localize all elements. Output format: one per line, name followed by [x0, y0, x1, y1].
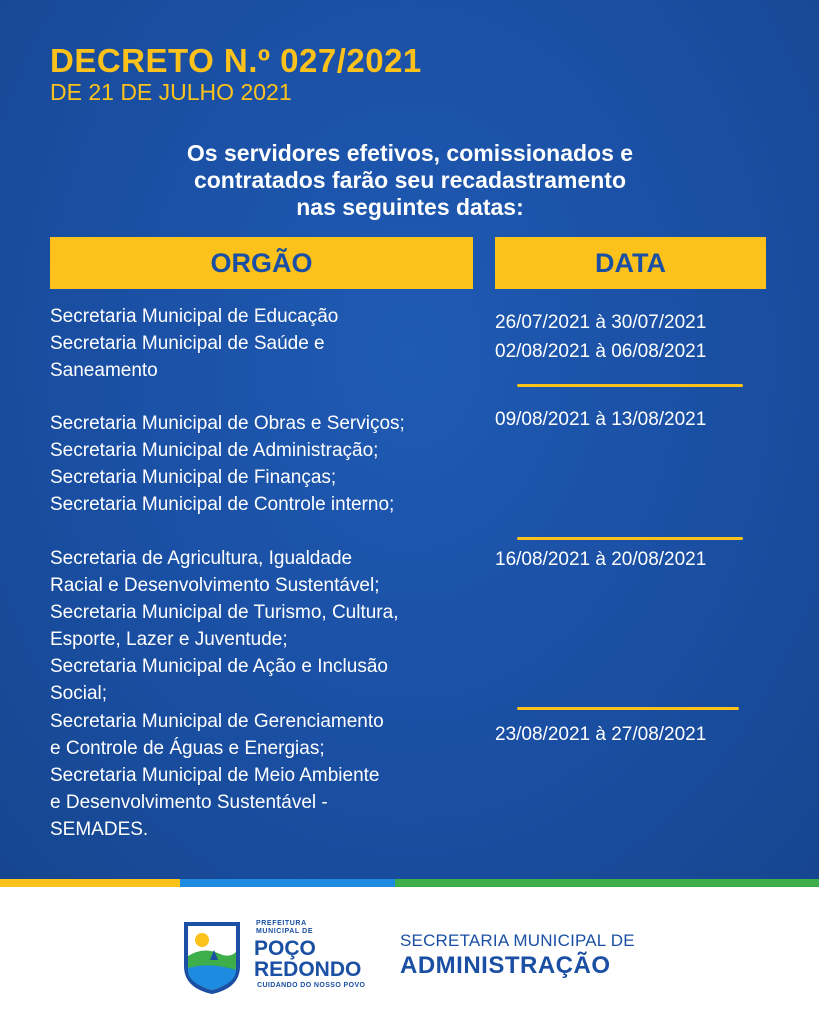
date-range: 02/08/2021 à 06/08/2021 [495, 341, 707, 362]
orgao-line: Saneamento [50, 360, 158, 381]
date-range: 16/08/2021 à 20/08/2021 [495, 549, 707, 570]
orgao-group-3 [50, 545, 398, 707]
date-separator [517, 707, 739, 710]
orgao-line: Secretaria Municipal de Saúde e [50, 333, 325, 354]
orgao-line: Social; [50, 683, 108, 704]
logo-name-line2: REDONDO [254, 958, 362, 981]
orgao-line: Secretaria Municipal de Controle interno; [50, 494, 395, 515]
logo-tagline: CUIDANDO DO NOSSO POVO [257, 982, 366, 989]
date-range: 23/08/2021 à 27/08/2021 [495, 724, 707, 745]
orgao-line: Secretaria Municipal de Administração; [50, 440, 379, 461]
orgao-group-4 [50, 708, 384, 843]
orgao-line: e Desenvolvimento Sustentável - [50, 792, 328, 813]
date-range: 09/08/2021 à 13/08/2021 [495, 409, 707, 430]
intro-line: nas seguintes datas: [296, 194, 524, 220]
stripe-blue [180, 879, 395, 887]
orgao-group-2 [50, 410, 405, 518]
stripe-yellow [0, 879, 180, 887]
orgao-line: Secretaria Municipal de Turismo, Cultura, [50, 602, 399, 623]
date-separator [517, 384, 743, 387]
logo-prefeitura-text: PREFEITURA [256, 920, 307, 927]
logo-municipal-text: MUNICIPAL DE [256, 928, 314, 935]
orgao-line: SEMADES. [50, 819, 149, 840]
orgao-line: Esporte, Lazer e Juventude; [50, 629, 288, 650]
orgao-line: Secretaria Municipal de Ação e Inclusão [50, 656, 388, 677]
orgao-line: Secretaria Municipal de Gerenciamento [50, 711, 384, 732]
orgao-line: e Controle de Águas e Energias; [50, 738, 325, 759]
decree-date: DE 21 DE JULHO 2021 [50, 79, 292, 105]
date-group-1 [495, 308, 706, 366]
secretaria-name: ADMINISTRAÇÃO [400, 952, 611, 979]
logo-name-line1: POÇO [254, 937, 316, 960]
orgao-line: Racial e Desenvolvimento Sustentável; [50, 575, 380, 596]
orgao-line: Secretaria de Agricultura, Igualdade [50, 548, 353, 569]
date-group-2 [495, 405, 706, 434]
intro-line: contratados farão seu recadastramento [193, 167, 627, 193]
column-header-orgao: ORGÃO [50, 237, 473, 289]
decree-title: DECRETO N.º 027/2021 [50, 42, 422, 79]
date-separator [517, 537, 743, 540]
orgao-line: Secretaria Municipal de Educação [50, 306, 339, 327]
date-group-4 [495, 720, 706, 749]
intro-text [110, 140, 710, 221]
city-emblem-icon [180, 916, 244, 996]
orgao-group-1 [50, 303, 338, 384]
stripe-green [395, 879, 819, 887]
orgao-line: Secretaria Municipal de Meio Ambiente [50, 765, 380, 786]
column-header-data: DATA [495, 237, 766, 289]
orgao-line: Secretaria Municipal de Obras e Serviços; [50, 413, 405, 434]
secretaria-label: SECRETARIA MUNICIPAL DE [400, 931, 635, 950]
orgao-line: Secretaria Municipal de Finanças; [50, 467, 337, 488]
date-group-3 [495, 545, 706, 574]
intro-line: Os servidores efetivos, comissionados e [186, 140, 634, 166]
date-range: 26/07/2021 à 30/07/2021 [495, 312, 707, 333]
